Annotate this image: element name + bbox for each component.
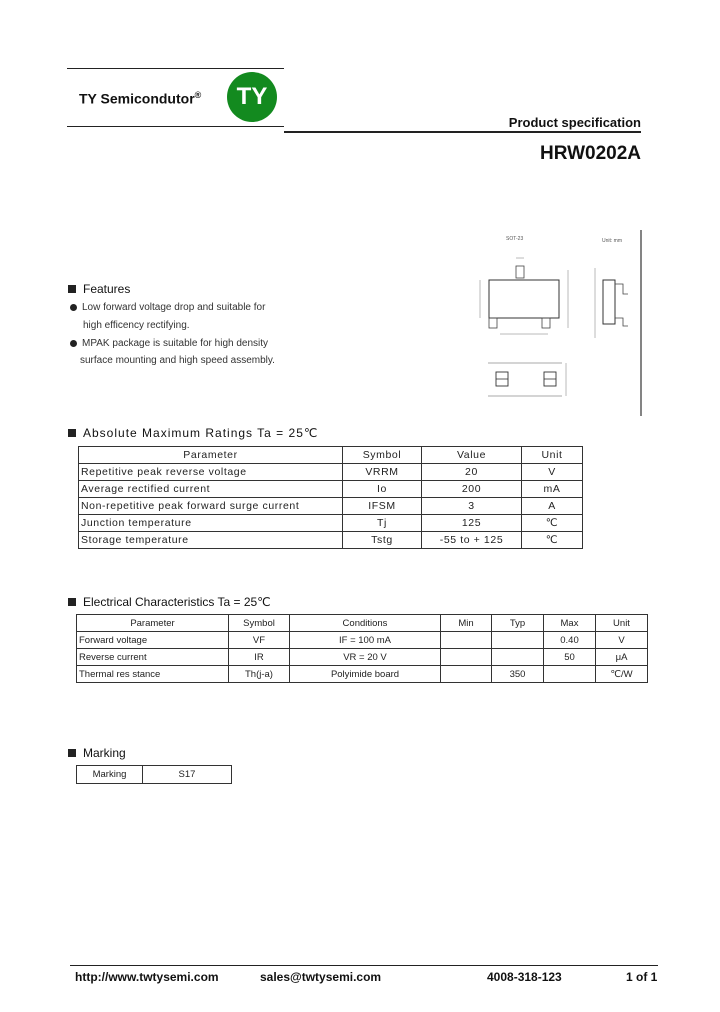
- feature-item: [70, 302, 265, 313]
- cell: IF = 100 mA: [290, 632, 441, 649]
- section-bullet-square: [68, 749, 76, 757]
- company-name: [79, 90, 201, 107]
- cell: VRRM: [343, 464, 422, 481]
- cell: Average rectified current: [79, 481, 343, 498]
- header-cell: Parameter: [79, 447, 343, 464]
- table-row: [79, 532, 583, 549]
- cell: V: [522, 464, 583, 481]
- section-bullet-square: [68, 598, 76, 606]
- cell: -55 to + 125: [422, 532, 522, 549]
- cell: 200: [422, 481, 522, 498]
- section-bullet-square: [68, 285, 76, 293]
- cell: 125: [422, 515, 522, 532]
- feature-line: Low forward voltage drop and suitable for: [82, 302, 266, 313]
- header-cell: Max: [544, 615, 596, 632]
- feature-item: [70, 338, 268, 349]
- marking-title: [68, 746, 126, 760]
- product-specification-label: Product specification: [508, 115, 641, 130]
- elec-title-text: Electrical Characteristics Ta = 25℃: [83, 595, 271, 609]
- cell: Forward voltage: [77, 632, 229, 649]
- cell: [441, 649, 492, 666]
- cell: Tj: [343, 515, 422, 532]
- registered-mark: ®: [194, 90, 202, 100]
- cell: ℃/W: [596, 666, 648, 683]
- cell: VF: [229, 632, 290, 649]
- table-row: [79, 464, 583, 481]
- cell: Th(j-a): [229, 666, 290, 683]
- cell: IFSM: [343, 498, 422, 515]
- table-header-row: [77, 615, 648, 632]
- company-name-text: TY Semicondutor: [79, 90, 195, 107]
- table-row: [79, 498, 583, 515]
- header-top-rule: [67, 68, 284, 69]
- header-cell: Unit: [522, 447, 583, 464]
- feature-item-cont: high efficency rectifying.: [83, 320, 190, 331]
- cell: [441, 666, 492, 683]
- header-cell: Conditions: [290, 615, 441, 632]
- header-left-rule: [67, 126, 284, 127]
- header-cell: Parameter: [77, 615, 229, 632]
- footer-phone: 4008-318-123: [487, 970, 562, 984]
- cell: Storage temperature: [79, 532, 343, 549]
- cell: [492, 649, 544, 666]
- footer-email-link[interactable]: sales@twtysemi.com: [260, 970, 382, 984]
- feature-line: MPAK package is suitable for high density: [82, 338, 269, 349]
- unit-label: Unit: mm: [602, 238, 622, 244]
- table-row: [77, 649, 648, 666]
- cell: 50: [544, 649, 596, 666]
- elec-table: [76, 614, 648, 683]
- header-cell: Min: [441, 615, 492, 632]
- cell: Reverse current: [77, 649, 229, 666]
- cell: ℃: [522, 515, 583, 532]
- table-row: [77, 766, 232, 784]
- abs-max-table: [78, 446, 583, 549]
- cell: [441, 632, 492, 649]
- cell: μA: [596, 649, 648, 666]
- cell: IR: [229, 649, 290, 666]
- cell: Repetitive peak reverse voltage: [79, 464, 343, 481]
- cell: Junction temperature: [79, 515, 343, 532]
- side-view-outline: [595, 268, 628, 338]
- header-cell: Typ: [492, 615, 544, 632]
- marking-value-cell: S17: [143, 766, 232, 784]
- abs-max-title: [68, 426, 318, 440]
- header-cell: Value: [422, 447, 522, 464]
- cell: V: [596, 632, 648, 649]
- header-cell: Unit: [596, 615, 648, 632]
- elec-title: [68, 595, 271, 609]
- package-name-label: SOT-23: [506, 236, 524, 242]
- marking-title-text: Marking: [83, 746, 126, 760]
- top-view-outline: [480, 258, 568, 334]
- header-cell: Symbol: [343, 447, 422, 464]
- table-row: [77, 632, 648, 649]
- bullet-dot-icon: [70, 340, 77, 347]
- ty-logo: TY: [227, 72, 277, 122]
- cell: A: [522, 498, 583, 515]
- cell: Tstg: [343, 532, 422, 549]
- table-row: [79, 515, 583, 532]
- cell: 3: [422, 498, 522, 515]
- table-row: [77, 666, 648, 683]
- cell: ℃: [522, 532, 583, 549]
- footer-page-number: 1 of 1: [626, 970, 658, 984]
- features-title: [68, 282, 130, 296]
- footer-website-link[interactable]: http://www.twtysemi.com: [75, 970, 219, 984]
- abs-max-title-text: Absolute Maximum Ratings Ta = 25℃: [83, 426, 319, 440]
- cell: Non-repetitive peak forward surge current: [79, 498, 343, 515]
- table-header-row: [79, 447, 583, 464]
- footer-rule: [70, 965, 658, 966]
- header-cell: Symbol: [229, 615, 290, 632]
- marking-label-cell: Marking: [77, 766, 143, 784]
- cell: 20: [422, 464, 522, 481]
- cell: 350: [492, 666, 544, 683]
- bullet-dot-icon: [70, 304, 77, 311]
- feature-item-cont: surface mounting and high speed assembly.: [80, 355, 275, 366]
- cell: [492, 632, 544, 649]
- package-outline-drawing: [470, 228, 645, 418]
- section-bullet-square: [68, 429, 76, 437]
- cell: Io: [343, 481, 422, 498]
- cell: 0.40: [544, 632, 596, 649]
- header-right-rule: [284, 131, 641, 133]
- cell: [544, 666, 596, 683]
- table-row: [79, 481, 583, 498]
- footprint-outline: [488, 363, 566, 396]
- cell: Thermal res stance: [77, 666, 229, 683]
- marking-table: [76, 765, 232, 784]
- cell: Polyimide board: [290, 666, 441, 683]
- features-title-text: Features: [83, 282, 131, 296]
- cell: mA: [522, 481, 583, 498]
- cell: VR = 20 V: [290, 649, 441, 666]
- part-number: HRW0202A: [539, 143, 641, 164]
